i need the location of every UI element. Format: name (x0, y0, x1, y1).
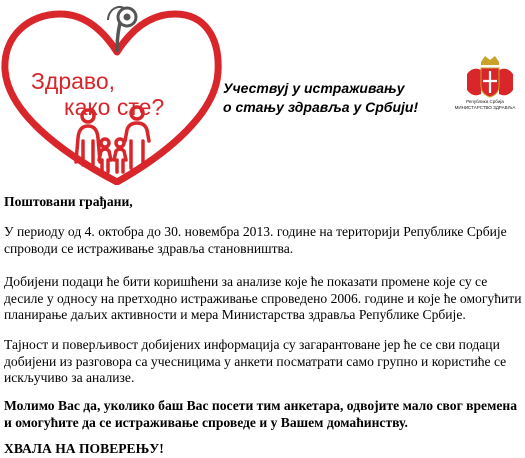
serbian-coat-of-arms-icon (459, 54, 521, 124)
letter-greeting: Поштовани грађани, (4, 194, 133, 209)
letter-paragraph-1: У периоду од 4. октобра до 30. новембра 2013. године на територији Републике Србије спроводи се истраживање здравља становништва. (4, 224, 507, 256)
ministry-label (446, 99, 524, 111)
letter-paragraph-3: Тајност и поверљивост добијених информација су загарантоване јер ће се сви подаци добијени из разговора са учесницима у анкети посматрати само групно и користиће се искључиво за анализе. (4, 337, 507, 385)
ministry-name: МИНИСТАРСТВО ЗДРАВЉА (454, 105, 516, 110)
logo-slogan-line1: Здраво, (31, 68, 116, 94)
letter-paragraph-4: Молимо Вас да, уколико баш Вас посети тим анкетара, одвојите мало свог времена и омогућите да се истраживање спроведе и у Вашем домаћинству. (4, 398, 518, 430)
campaign-tagline (223, 79, 433, 117)
tagline-line1: Учествуј у истраживању (223, 80, 405, 96)
letter-body (4, 194, 522, 456)
logo-slogan-line2: како сте? (64, 94, 165, 120)
ministry-country: Република Србија (466, 99, 504, 104)
letter-closing: ХВАЛА НА ПОВЕРЕЊУ! (4, 441, 164, 456)
header (0, 0, 525, 185)
letter-paragraph-2: Добијени подаци ће бити коришћени за анализе које ће показати промене које су се десиле у односу на претходно истраживање спроведено 2006. године и које ће омогућити планирање даљих активности и мера Министарства здравља Републике Србије. (4, 274, 522, 322)
tagline-line2: о стању здравља у Србији! (223, 99, 419, 115)
